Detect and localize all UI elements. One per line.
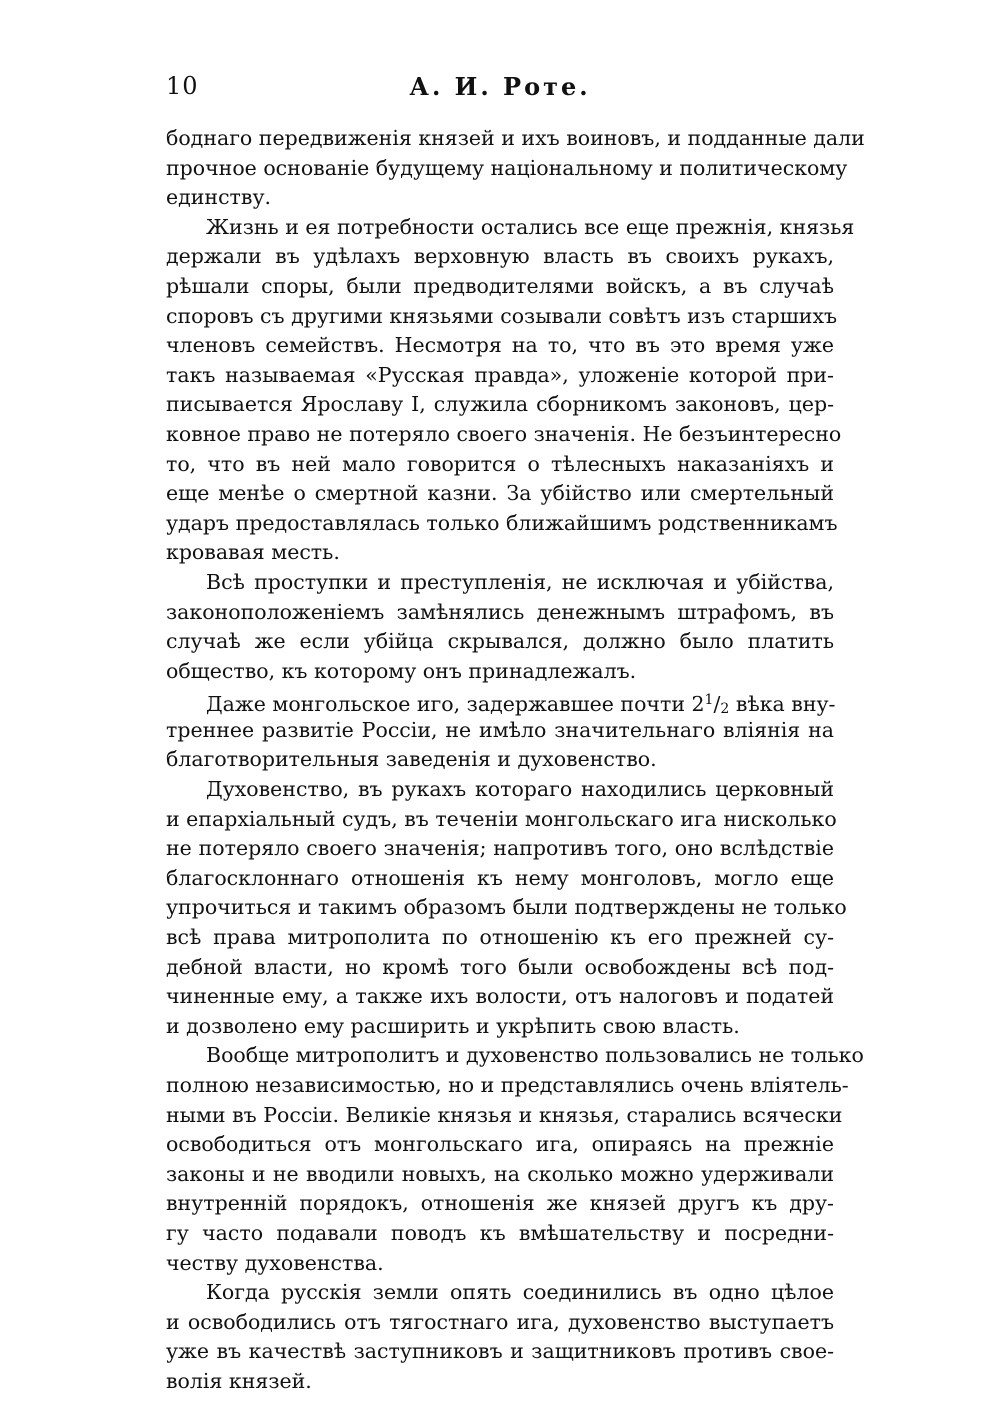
text-line: Духовенство, въ рукахъ котораго находились церковный [206,777,834,802]
paragraph [166,124,865,213]
line-text-before-fraction: Даже монгольское иго, задержавшее почти 2 [206,692,705,717]
paragraph [166,1041,864,1278]
text-line: Даже монгольское иго, задержавшее почти $2^1/2$ вѣка вну- [206,692,836,718]
text-line: Всѣ проступки и преступленія, не исключая и убійства, [206,569,834,594]
text-line: упрочиться и такимъ образомъ были подтверждены не только [166,895,847,920]
text-line: благотворительныя заведенія и духовенство. [166,747,657,772]
paragraph [166,213,855,568]
text-line: и дозволено ему расширить и укрѣпить свою власть. [166,1013,740,1038]
text-line: прочное основаніе будущему національному и политическому [166,155,848,180]
text-line: волія князей. [166,1368,312,1393]
text-line: Жизнь и ея потребности остались все еще прежнія, князья [206,214,855,239]
text-line: ударъ предоставлялась только ближайшимъ родственникамъ [166,510,838,535]
text-line: еще менѣе о смертной казни. За убійство или смертельный [166,481,834,506]
text-line: общество, къ которому онъ принадлежалъ. [166,658,637,683]
page-number: 10 [166,72,199,100]
text-line: уже въ качествѣ заступниковъ и защитниковъ противъ свое- [166,1339,834,1364]
text-line: такъ называемая «Русская правда», уложеніе которой при- [166,362,834,387]
text-line: случаѣ же если убійца скрывался, должно было платить [166,629,834,654]
text-line: боднаго передвиженія князей и ихъ воиновъ, и подданные дали [166,126,865,150]
text-line: всѣ права митрополита по отношенію къ его прежней су- [166,925,834,950]
running-head: А. И. Роте. [409,72,591,101]
fraction-denominator: 2 [720,701,730,718]
paragraph [166,775,847,1041]
text-line: не потеряло своего значенія; напротивъ того, оно вслѣдствіе [166,836,834,861]
text-line: то, что въ ней мало говорится о тѣлесныхъ наказаніяхъ и [166,451,834,476]
paragraph [166,686,834,775]
body-text [166,124,865,1397]
page-header [166,72,834,112]
text-line: гу часто подавали поводъ къ вмѣшательству и посредни- [166,1220,834,1245]
text-line: споровъ съ другими князьями созывали совѣтъ изъ старшихъ [166,303,838,328]
text-line: треннее развитіе Россіи, не имѣло значительнаго вліянія на [166,717,834,742]
text-line: кровавая месть. [166,540,340,565]
text-line: и епархіальный судъ, въ теченіи монгольскаго ига нисколько [166,806,837,831]
text-line: и освободились отъ тягостнаго ига, духовенство выступаетъ [166,1309,834,1334]
text-line: ными въ Россіи. Великіе князья и князья, старались всячески [166,1102,843,1127]
text-line: полною независимостью, но и представлялись очень вліятель- [166,1073,849,1097]
text-line: членовъ семействъ. Несмотря на то, что въ это время уже [166,333,834,358]
text-line: благосклоннаго отношенія къ нему монголовъ, могло еще [166,865,834,890]
text-line: Когда русскія земли опять соединились въ одно цѣлое [206,1280,834,1305]
text-line: ковное право не потеряло своего значенія. Не безъинтересно [166,421,842,446]
text-line: рѣшали споры, были предводителями войскъ, а въ случаѣ [166,273,834,298]
text-line: законы и не вводили новыхъ, на сколько можно удерживали [166,1161,834,1186]
fraction-numerator: 1 [704,692,714,709]
text-line: единству. [166,185,272,210]
line-text-after-fraction: вѣка вну- [729,692,836,717]
text-line: дебной власти, но кромѣ того были освобождены всѣ под- [166,954,834,979]
text-line: Вообще митрополитъ и духовенство пользовались не только [206,1043,864,1068]
text-line: законоположеніемъ замѣнялись денежнымъ штрафомъ, въ [166,599,834,624]
text-line: внутренній порядокъ, отношенія же князей другъ къ дру- [166,1191,834,1216]
paragraph [166,1278,834,1396]
text-line: держали въ удѣлахъ верховную власть въ своихъ рукахъ, [166,244,834,269]
text-line: честву духовенства. [166,1250,384,1275]
paragraph [166,568,834,686]
text-line: чиненные ему, а также ихъ волости, отъ налоговъ и податей [166,984,834,1009]
text-line: писывается Ярославу I, служила сборникомъ законовъ, цер- [166,392,834,417]
text-line: освободиться отъ монгольскаго ига, опираясь на прежніе [166,1132,834,1157]
